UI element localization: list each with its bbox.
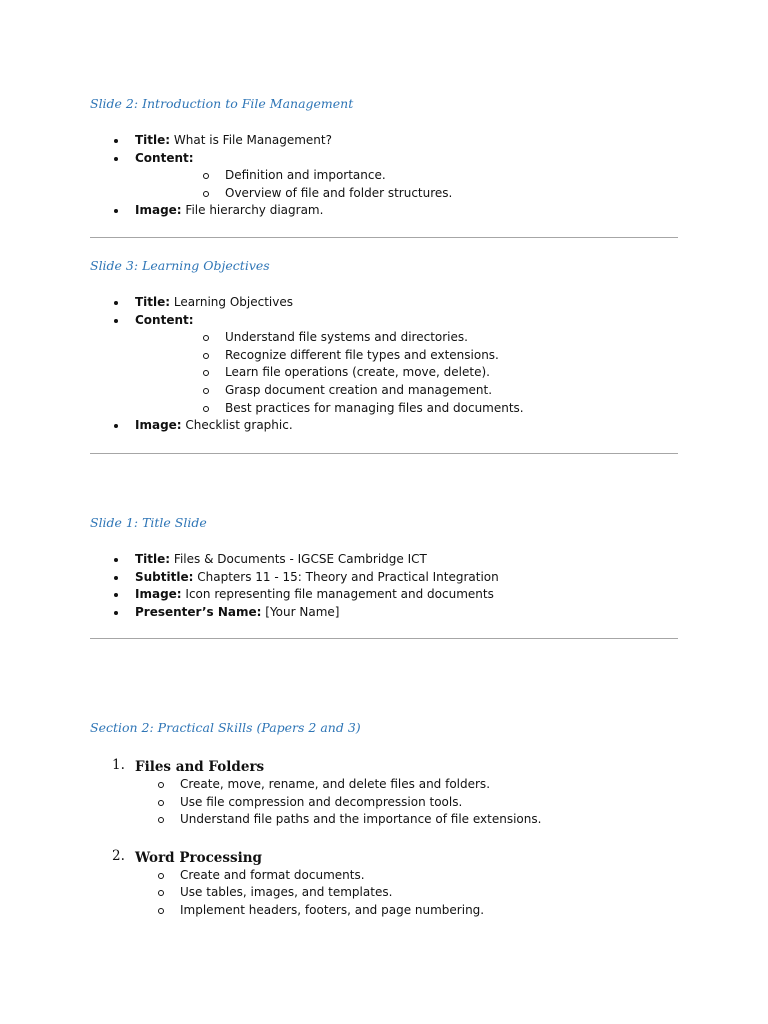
- bullet-list: [90, 551, 678, 621]
- slide-1-section: [90, 515, 678, 621]
- field-value: Icon representing file management and documents: [185, 587, 494, 602]
- list-item: [90, 604, 678, 622]
- divider: [90, 237, 678, 238]
- sub-list-item: Recognize different file types and extensions.: [135, 347, 678, 365]
- field-value: Files & Documents - IGCSE Cambridge ICT: [173, 552, 427, 566]
- section-2: [90, 720, 678, 920]
- sub-list-item: Best practices for managing files and documents.: [135, 400, 678, 418]
- slide-heading: Slide 2: Introduction to File Management: [90, 96, 354, 111]
- item-number: 1.: [112, 757, 125, 773]
- sub-list-item: Understand file systems and directories.: [135, 329, 678, 347]
- field-value: [Your Name]: [265, 604, 340, 619]
- field-label: Title:: [135, 552, 171, 566]
- list-item: [90, 417, 678, 435]
- item-title: Word Processing: [135, 849, 262, 866]
- numbered-item: [90, 756, 678, 829]
- field-value: Learning Objectives: [173, 295, 293, 309]
- sub-list-item: Overview of file and folder structures.: [135, 185, 678, 203]
- field-label: Title:: [135, 133, 171, 147]
- field-value: Checklist graphic.: [185, 418, 293, 433]
- field-label: Image:: [135, 203, 182, 218]
- sub-list-item: Use tables, images, and templates.: [90, 884, 678, 902]
- field-label: Content:: [135, 150, 194, 165]
- sub-list-item: Create and format documents.: [90, 867, 678, 885]
- slide-2-section: [90, 96, 678, 220]
- bullet-list: [90, 132, 678, 220]
- numbered-item: [90, 847, 678, 920]
- list-item: [90, 586, 678, 604]
- field-label: Image:: [135, 418, 182, 433]
- sub-list-item: Understand file paths and the importance of file extensions.: [90, 811, 678, 829]
- item-title: Files and Folders: [135, 759, 265, 775]
- slide-heading: Slide 1: Title Slide: [90, 515, 207, 530]
- list-item: [90, 132, 678, 150]
- field-value: What is File Management?: [173, 133, 332, 147]
- sub-list-item: Grasp document creation and management.: [135, 382, 678, 400]
- list-item: [90, 202, 678, 220]
- field-value: Chapters 11 - 15: Theory and Practical Integration: [197, 569, 499, 584]
- sub-list-item: Learn file operations (create, move, delete).: [135, 364, 678, 382]
- divider: [90, 638, 678, 639]
- field-label: Subtitle:: [135, 569, 194, 584]
- list-item: [90, 150, 678, 203]
- sub-list-item: Use file compression and decompression tools.: [90, 794, 678, 812]
- list-item: [90, 294, 678, 312]
- field-label: Image:: [135, 587, 182, 602]
- field-label: Title:: [135, 295, 171, 309]
- sub-list-item: Definition and importance.: [135, 167, 678, 185]
- sub-list: [90, 867, 678, 920]
- sub-list-item: Create, move, rename, and delete files and folders.: [90, 776, 678, 794]
- list-item: [90, 551, 678, 569]
- list-item: [90, 569, 678, 587]
- sub-list-item: Implement headers, footers, and page numbering.: [90, 902, 678, 920]
- sub-list: [135, 329, 678, 417]
- slide-heading: Slide 3: Learning Objectives: [90, 258, 270, 273]
- field-label: Presenter’s Name:: [135, 604, 262, 619]
- slide-3-section: [90, 258, 678, 435]
- bullet-list: [90, 294, 678, 435]
- field-label: Content:: [135, 312, 194, 327]
- divider: [90, 453, 678, 454]
- field-value: File hierarchy diagram.: [185, 203, 324, 218]
- section-heading: Section 2: Practical Skills (Papers 2 and 3): [90, 720, 361, 735]
- item-number: 2.: [112, 847, 125, 864]
- sub-list: [90, 776, 678, 829]
- sub-list: [135, 167, 678, 202]
- list-item: [90, 312, 678, 418]
